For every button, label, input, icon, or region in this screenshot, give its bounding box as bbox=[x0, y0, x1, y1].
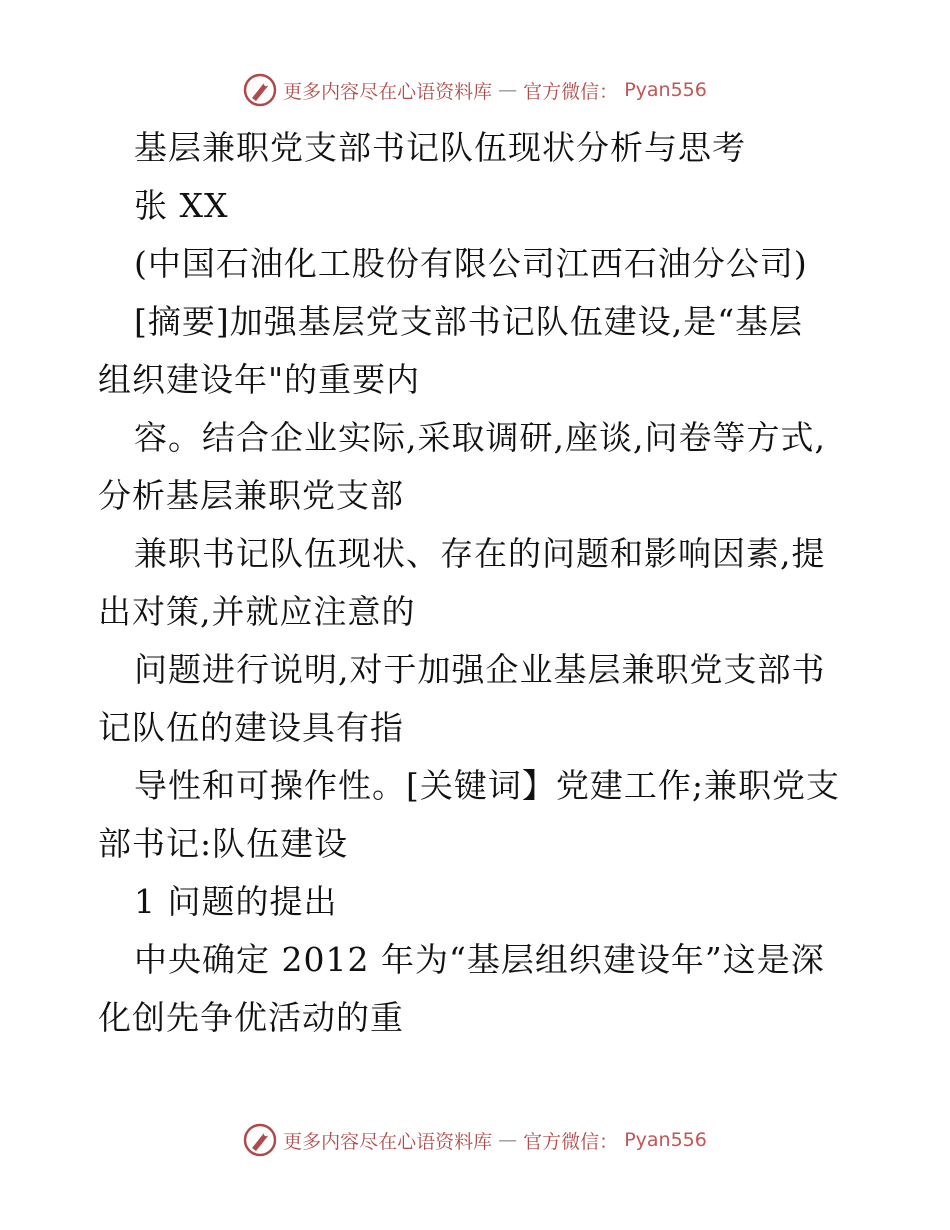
banner-separator: — bbox=[498, 79, 518, 101]
document-affiliation: (中国石油化工股份有限公司江西石油分公司) bbox=[134, 244, 808, 283]
banner-wechat-label: 官方微信： bbox=[523, 80, 619, 103]
header-watermark-banner bbox=[0, 70, 950, 110]
body-line: 记队伍的建设具有指 bbox=[98, 708, 404, 747]
document-author: 张 XX bbox=[134, 186, 229, 225]
banner-text: 更多内容尽在心语资料库 bbox=[283, 1130, 493, 1153]
banner-wechat-label: 官方微信： bbox=[523, 1130, 619, 1153]
body-line: 出对策,并就应注意的 bbox=[98, 592, 416, 631]
banner-wechat-id: Pyan556 bbox=[624, 1129, 707, 1151]
body-line: 化创先争优活动的重 bbox=[98, 998, 404, 1037]
body-line: [摘要]加强基层党支部书记队伍建设,是“基层 bbox=[134, 302, 804, 341]
banner-separator: — bbox=[498, 1129, 518, 1151]
banner-wechat-id: Pyan556 bbox=[624, 79, 707, 101]
document-title: 基层兼职党支部书记队伍现状分析与思考 bbox=[134, 128, 746, 167]
body-line: 兼职书记队伍现状、存在的问题和影响因素,提 bbox=[134, 534, 826, 573]
pen-logo-icon bbox=[243, 73, 277, 107]
body-line: 问题进行说明,对于加强企业基层兼职党支部书 bbox=[134, 650, 826, 689]
banner-text: 更多内容尽在心语资料库 bbox=[283, 80, 493, 103]
body-line: 导性和可操作性。[关键词】党建工作;兼职党支 bbox=[134, 766, 840, 805]
body-line: 部书记:队伍建设 bbox=[98, 824, 349, 863]
pen-logo-icon bbox=[243, 1123, 277, 1157]
body-line: 分析基层兼职党支部 bbox=[98, 476, 404, 515]
body-line: 容。结合企业实际,采取调研,座谈,问卷等方式, bbox=[134, 418, 826, 457]
body-line: 中央确定 2012 年为“基层组织建设年”这是深 bbox=[134, 940, 825, 979]
body-line: 组织建设年"的重要内 bbox=[98, 360, 421, 399]
body-line: 1 问题的提出 bbox=[134, 882, 338, 921]
footer-watermark-banner bbox=[0, 1120, 950, 1160]
